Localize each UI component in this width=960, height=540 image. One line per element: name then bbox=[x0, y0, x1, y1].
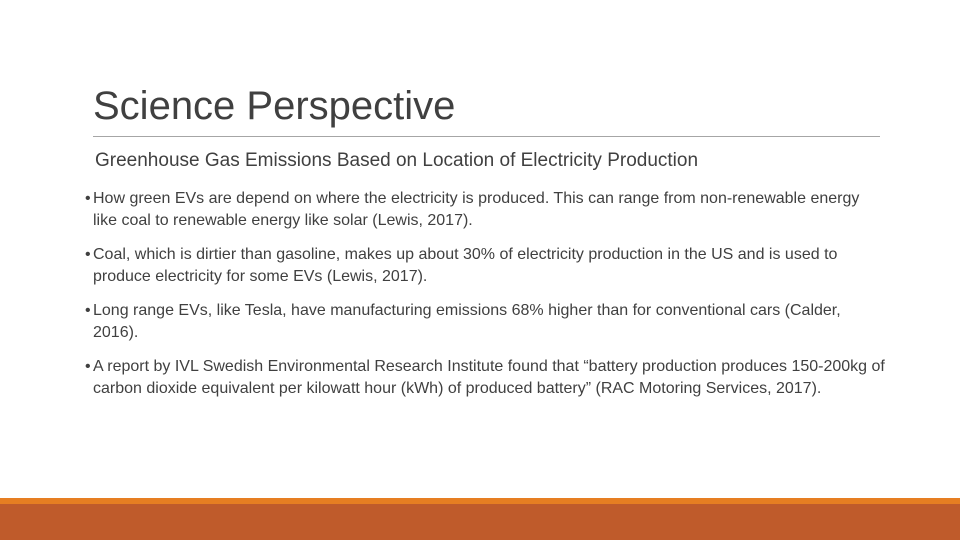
bullet-item-4 bbox=[85, 356, 885, 399]
bullet-list bbox=[85, 188, 885, 412]
slide-subtitle: Greenhouse Gas Emissions Based on Location of Electricity Production bbox=[95, 150, 699, 171]
bullet-dot-icon: • bbox=[85, 190, 91, 207]
bullet-text: Long range EVs, like Tesla, have manufacturing emissions 68% higher than for conventional cars (Calder, 2016). bbox=[93, 302, 841, 341]
footer-accent-band bbox=[0, 504, 960, 540]
slide-title: Science Perspective bbox=[93, 84, 456, 128]
bullet-text: A report by IVL Swedish Environmental Research Institute found that “battery production produces 150-200kg of carbon dioxide equivalent per kilowatt hour (kWh) of produced battery” (RAC Motoring Services, 2017). bbox=[93, 358, 885, 397]
title-divider bbox=[93, 136, 880, 137]
bullet-text: Coal, which is dirtier than gasoline, makes up about 30% of electricity production in the US and is used to produce electricity for some EVs (Lewis, 2017). bbox=[93, 246, 838, 285]
bullet-text: How green EVs are depend on where the electricity is produced. This can range from non-renewable energy like coal to renewable energy like solar (Lewis, 2017). bbox=[93, 190, 860, 229]
bullet-dot-icon: • bbox=[85, 302, 91, 319]
bullet-dot-icon: • bbox=[85, 246, 91, 263]
bullet-dot-icon: • bbox=[85, 358, 91, 375]
bullet-item-2 bbox=[85, 244, 885, 287]
bullet-item-3 bbox=[85, 300, 885, 343]
footer-accent-bar bbox=[0, 498, 960, 540]
bullet-item-1 bbox=[85, 188, 885, 231]
